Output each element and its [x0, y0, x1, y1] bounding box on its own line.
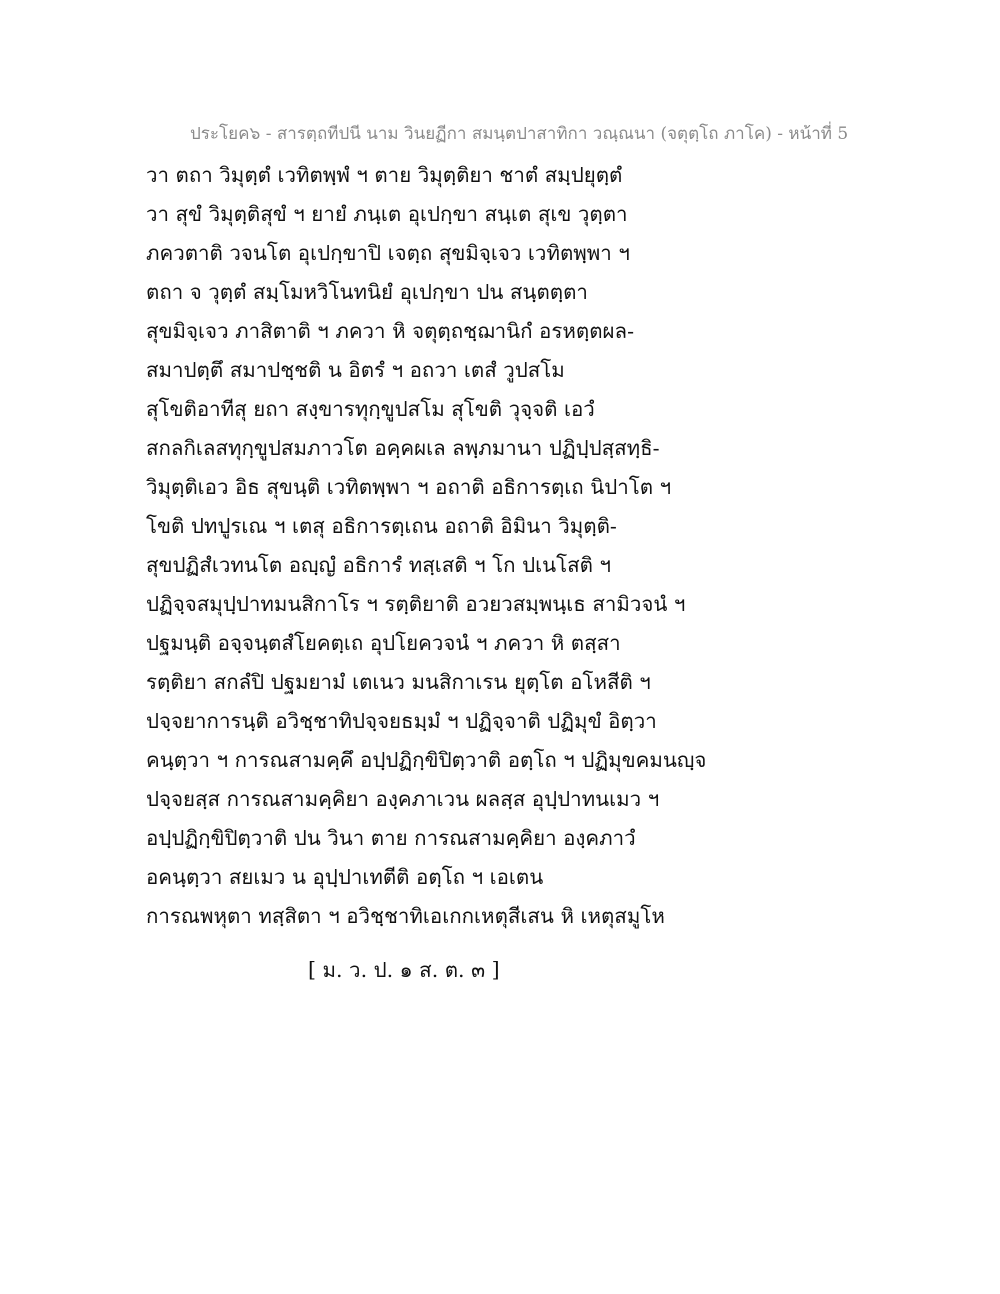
- text-line: สกลกิเลสทุกฺขูปสมภาวโต อคฺคผเล ลพฺภมานา ปฏิปฺปสฺสทฺธิ-: [146, 436, 660, 460]
- text-line: โขติ ปทปูรเณ ฯ เตสุ อธิการตฺเถน อถาติ อิมินา วิมุตฺติ-: [146, 514, 617, 538]
- text-line: ปฏิจฺจสมุปฺปาทมนสิกาโร ฯ รตฺติยาติ อวยวสมฺพนฺเธ สามิวจนํ ฯ: [146, 592, 686, 616]
- text-line: วิมุตฺติเอว อิธ สุขนฺติ เวทิตพฺพา ฯ อถาติ อธิการตฺเถ นิปาโต ฯ: [146, 475, 672, 499]
- text-line: สุโขติอาทีสุ ยถา สงฺขารทุกฺขูปสโม สุโขติ วุจฺจติ เอวํ: [146, 397, 595, 421]
- text-line: ตถา จ วุตฺตํ สมฺโมหวิโนทนิยํ อุเปกฺขา ปน สนฺตตฺตา: [146, 280, 588, 304]
- body-text: [146, 160, 966, 940]
- text-line: วา ตถา วิมุตฺตํ เวทิตพฺพํ ฯ ตาย วิมุตฺติยา ชาตํ สมฺปยุตฺตํ: [146, 163, 623, 187]
- text-line: ปฐมนฺติ อจฺจนฺตสํโยคตฺเถ อุปโยควจนํ ฯ ภควา หิ ตสฺสา: [146, 631, 621, 655]
- text-line: อปฺปฏิกฺขิปิตฺวาติ ปน วินา ตาย การณสามคฺคิยา องฺคภาวํ: [146, 826, 636, 850]
- text-line: สุขปฏิสํเวทนโต อญฺญํ อธิการํ ทสฺเสติ ฯ โก ปเนโสติ ฯ: [146, 553, 611, 577]
- source-reference: [ ม. ว. ป. ๑ ส. ต. ๓ ]: [308, 958, 500, 982]
- running-header: ประโยค๖ - สารตฺถทีปนี นาม วินยฏีกา สมนฺตปาสาทิกา วณฺณนา (จตุตฺโถ ภาโค) - หน้าที่ 5: [190, 124, 849, 144]
- text-line: รตฺติยา สกลํปิ ปฐมยามํ เตเนว มนสิกาเรน ยุตฺโต อโหสีติ ฯ: [146, 670, 651, 694]
- text-line: ปจฺจยาการนฺติ อวิชฺชาทิปจฺจยธมฺมํ ฯ ปฏิจฺจาติ ปฏิมุขํ อิตฺวา: [146, 709, 657, 733]
- text-line: วา สุขํ วิมุตฺติสุขํ ฯ ยายํ ภนฺเต อุเปกฺขา สนฺเต สุเข วุตฺตา: [146, 202, 628, 226]
- text-line: ภควตาติ วจนโต อุเปกฺขาปิ เจตฺถ สุขมิจฺเจว เวทิตพฺพา ฯ: [146, 241, 630, 265]
- text-line: สมาปตฺตึ สมาปชฺชติ น อิตรํ ฯ อถวา เตสํ วูปสโม: [146, 358, 565, 382]
- text-line: คนฺตฺวา ฯ การณสามคฺคึ อปฺปฏิกฺขิปิตฺวาติ อตฺโถ ฯ ปฏิมุขคมนญฺจ: [146, 748, 707, 772]
- text-line: สุขมิจฺเจว ภาสิตาติ ฯ ภควา หิ จตุตฺถชฺฌานิกํ อรหตฺตผล-: [146, 319, 635, 343]
- text-line: อคนฺตฺวา สยเมว น อุปฺปาเทตีติ อตฺโถ ฯ เอเตน: [146, 865, 544, 889]
- text-line: ปจฺจยสฺส การณสามคฺคิยา องฺคภาเวน ผลสฺส อุปฺปาทนเมว ฯ: [146, 787, 660, 811]
- text-line: การณพหุตา ทสฺสิตา ฯ อวิชฺชาทิเอเกกเหตุสีเสน หิ เหตุสมูโห: [146, 904, 665, 928]
